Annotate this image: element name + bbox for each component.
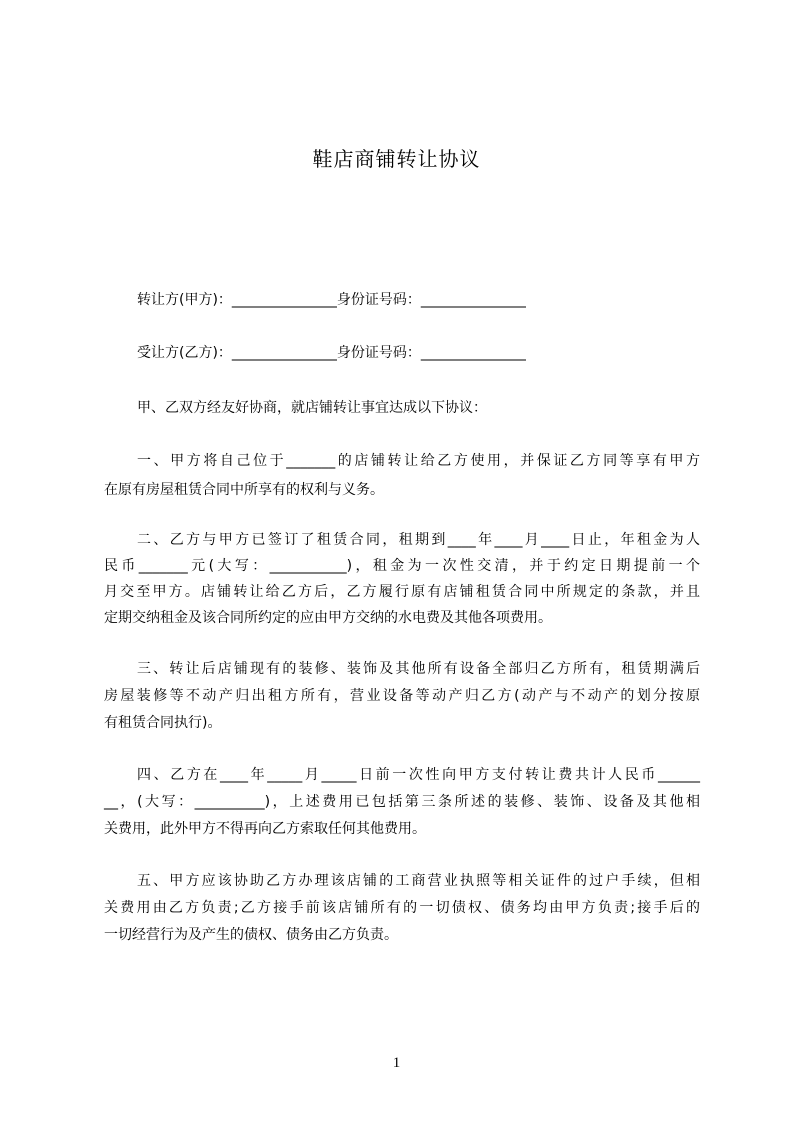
clause-line: 一切经营行为及产生的债权、债务由乙方负责。: [104, 927, 398, 943]
party-b-line: 受让方(乙方)：_______________身份证号码：_______________: [137, 345, 526, 361]
party-a-line: 转让方(甲方)：_______________身份证号码：_______________: [137, 292, 526, 308]
intro-paragraph: 甲、乙双方经友好协商，就店铺转让事宜达成以下协议：: [137, 400, 487, 416]
clause-line: 房屋装修等不动产归出租方所有，营业设备等动产归乙方(动产与不动产的划分按原: [104, 688, 700, 704]
clause-line: 一、甲方将自己位于_______的店铺转让给乙方使用，并保证乙方同等享有甲方: [137, 453, 700, 469]
clause-line: 三、转让后店铺现有的装修、装饰及其他所有设备全部归乙方所有，租赁期满后: [137, 661, 700, 677]
clause-line: 有租赁合同执行)。: [104, 715, 222, 731]
document-title: 鞋店商铺转让协议: [312, 147, 481, 171]
clause-line: 二、乙方与甲方已签订了租赁合同，租期到____年____月____日止，年租金为人: [137, 532, 700, 548]
clause-line: 关费用由乙方负责;乙方接手前该店铺所有的一切债权、债务均由甲方负责;接手后的: [104, 900, 700, 916]
clause-line: 月交至甲方。店铺转让给乙方后，乙方履行原有店铺租赁合同中所规定的条款，并且: [104, 584, 700, 600]
page-number: 1: [392, 1055, 401, 1071]
clause-line: 定期交纳租金及该合同所约定的应由甲方交纳的水电费及其他各项费用。: [104, 610, 552, 626]
clause-line: __，(大写：__________)，上述费用已包括第三条所述的装修、装饰、设备及其他相: [104, 794, 700, 810]
clause-line: 五、甲方应该协助乙方办理该店铺的工商营业执照等相关证件的过户手续，但相: [137, 873, 700, 889]
clause-line: 在原有房屋租赁合同中所享有的权利与义务。: [104, 482, 384, 498]
clause-line: 民币_______元(大写：___________)，租金为一次性交清，并于约定日期提前一个: [104, 558, 700, 574]
clause-line: 关费用，此外甲方不得再向乙方索取任何其他费用。: [104, 821, 426, 837]
clause-line: 四、乙方在____年_____月_____日前一次性向甲方支付转让费共计人民币______: [137, 767, 700, 783]
